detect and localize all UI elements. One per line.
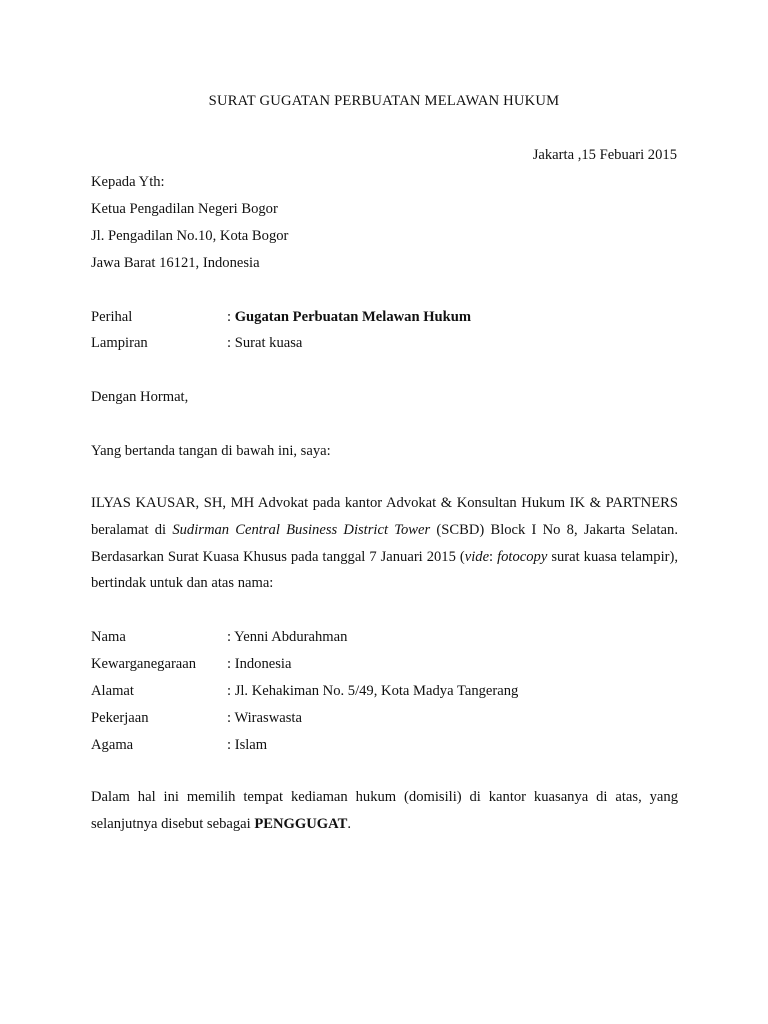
- client-value: : Yenni Abdurahman: [227, 629, 348, 645]
- recipient-line: Kepada Yth:: [91, 174, 165, 190]
- client-value: : Jl. Kehakiman No. 5/49, Kota Madya Tangerang: [227, 683, 519, 699]
- client-row: [91, 710, 681, 727]
- lampiran-label: Lampiran: [91, 335, 148, 351]
- perihal-colon: :: [227, 309, 235, 325]
- lampiran-row: [91, 335, 681, 352]
- advocate-text-2: (SCBD) Block I No 8, Jakarta Selatan. Berdasarkan Surat Kuasa Khusus pada tanggal 7 Januari 2015 (: [91, 521, 678, 565]
- vide-term: vide: [464, 548, 490, 565]
- recipient-line: Ketua Pengadilan Negeri Bogor: [91, 201, 278, 217]
- client-label: Agama: [91, 737, 134, 753]
- domicile-text: Dalam hal ini memilih tempat kediaman hukum (domisili) di kantor kuasanya di atas, yang selanjutnya disebut sebagai: [91, 789, 678, 832]
- lampiran-value: : Surat kuasa: [227, 335, 303, 351]
- perihal-subject: Gugatan Perbuatan Melawan Hukum: [234, 309, 472, 325]
- recipient-line: Jawa Barat 16121, Indonesia: [91, 255, 260, 271]
- perihal-value: [227, 309, 471, 326]
- client-label: Pekerjaan: [91, 710, 149, 726]
- fotocopy-term: fotocopy: [497, 548, 548, 565]
- advocate-text-1: ILYAS KAUSAR, SH, MH Advokat pada kantor Advokat & Konsultan Hukum IK & PARTNERS beralamat di: [91, 495, 678, 538]
- perihal-label: Perihal: [91, 309, 133, 325]
- advocate-paragraph: [91, 490, 678, 597]
- client-row: [91, 656, 681, 673]
- client-value: : Islam: [227, 737, 268, 753]
- letter-date: Jakarta ,15 Febuari 2015: [532, 147, 677, 163]
- recipient-line: Jl. Pengadilan No.10, Kota Bogor: [91, 228, 289, 244]
- greeting: Dengan Hormat,: [91, 389, 189, 405]
- document-title: SURAT GUGATAN PERBUATAN MELAWAN HUKUM: [208, 93, 560, 109]
- perihal-row: [91, 309, 681, 326]
- client-label: Nama: [91, 629, 126, 645]
- client-value: : Wiraswasta: [227, 710, 302, 726]
- domicile-paragraph: [91, 784, 678, 838]
- client-row: [91, 629, 681, 646]
- client-value: : Indonesia: [227, 656, 292, 672]
- client-row: [91, 737, 681, 754]
- client-label: Alamat: [91, 683, 134, 699]
- domicile-end: .: [347, 815, 351, 832]
- client-label: Kewarganegaraan: [91, 656, 197, 672]
- plaintiff-term: PENGGUGAT: [254, 815, 348, 832]
- advocate-text-3: surat kuasa telampir), bertindak untuk dan atas nama:: [91, 548, 678, 592]
- office-location: Sudirman Central Business District Tower: [172, 521, 431, 538]
- client-row: [91, 683, 681, 700]
- vide-colon: :: [489, 548, 498, 565]
- intro-line: Yang bertanda tangan di bawah ini, saya:: [91, 443, 331, 459]
